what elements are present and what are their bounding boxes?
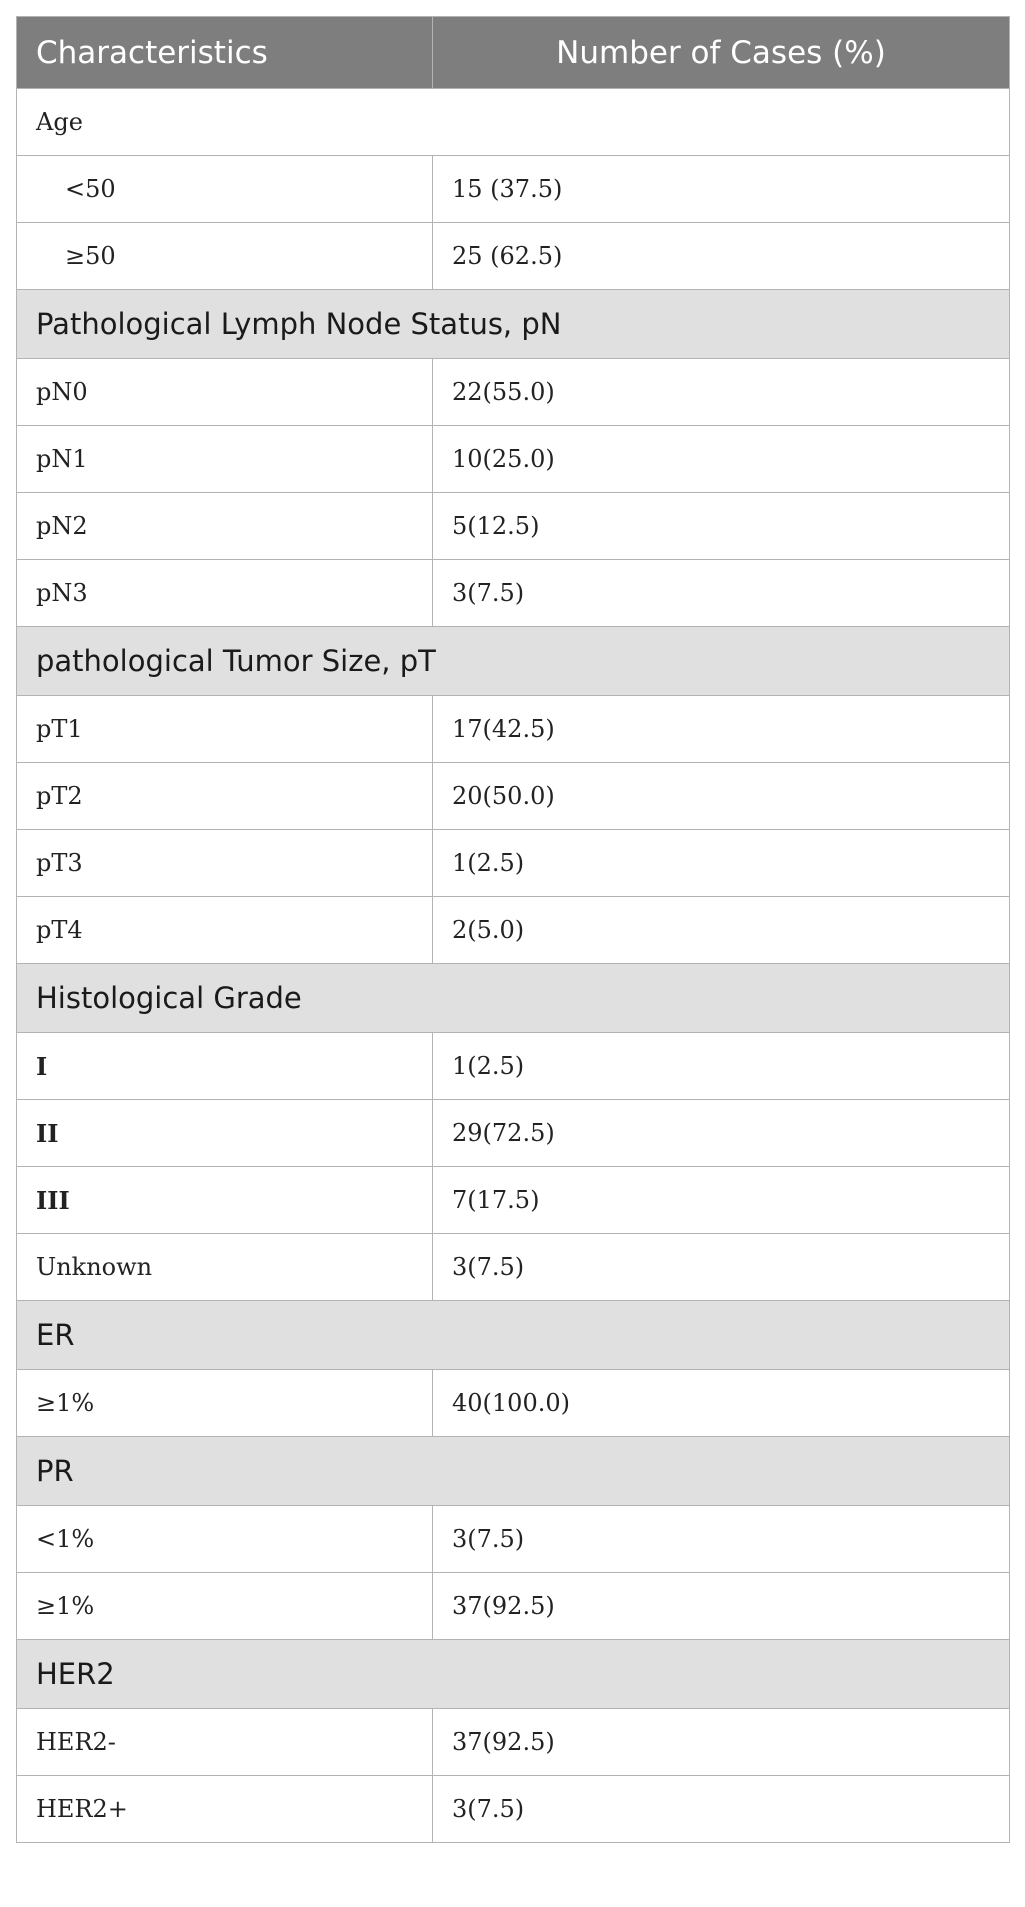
row-value: 3(7.5) bbox=[433, 1776, 1010, 1843]
table-row bbox=[17, 560, 1010, 627]
table-row bbox=[17, 223, 1010, 290]
row-value: 7(17.5) bbox=[433, 1167, 1010, 1234]
section-header-pt bbox=[17, 627, 1010, 696]
table-row bbox=[17, 1776, 1010, 1843]
section-header-pr bbox=[17, 1437, 1010, 1506]
row-label: ≥1% bbox=[17, 1370, 433, 1437]
table-header-row bbox=[17, 17, 1010, 89]
age-group-label: Age bbox=[17, 89, 1010, 156]
row-value: 3(7.5) bbox=[433, 1506, 1010, 1573]
header-number-of-cases: Number of Cases (%) bbox=[433, 17, 1010, 89]
header-characteristics: Characteristics bbox=[17, 17, 433, 89]
table-row bbox=[17, 830, 1010, 897]
row-label: pT4 bbox=[17, 897, 433, 964]
section-title: pathological Tumor Size, pT bbox=[17, 627, 1010, 696]
row-label: pN1 bbox=[17, 426, 433, 493]
table-row bbox=[17, 1506, 1010, 1573]
row-label: Unknown bbox=[17, 1234, 433, 1301]
row-value: 1(2.5) bbox=[433, 1033, 1010, 1100]
table-row bbox=[17, 359, 1010, 426]
row-label: <50 bbox=[17, 156, 433, 223]
age-group-row bbox=[17, 89, 1010, 156]
section-header-er bbox=[17, 1301, 1010, 1370]
table-row bbox=[17, 1709, 1010, 1776]
row-value: 3(7.5) bbox=[433, 1234, 1010, 1301]
row-value: 10(25.0) bbox=[433, 426, 1010, 493]
row-value: 2(5.0) bbox=[433, 897, 1010, 964]
table-row bbox=[17, 897, 1010, 964]
table-row bbox=[17, 493, 1010, 560]
section-title: PR bbox=[17, 1437, 1010, 1506]
section-title: Pathological Lymph Node Status, pN bbox=[17, 290, 1010, 359]
row-label: pT2 bbox=[17, 763, 433, 830]
row-value: 5(12.5) bbox=[433, 493, 1010, 560]
row-value: 40(100.0) bbox=[433, 1370, 1010, 1437]
row-label: <1% bbox=[17, 1506, 433, 1573]
row-label: III bbox=[17, 1167, 433, 1234]
row-label: pT3 bbox=[17, 830, 433, 897]
table-row bbox=[17, 1033, 1010, 1100]
row-value: 25 (62.5) bbox=[433, 223, 1010, 290]
row-label: II bbox=[17, 1100, 433, 1167]
section-header-her2 bbox=[17, 1640, 1010, 1709]
row-label: pN0 bbox=[17, 359, 433, 426]
row-value: 17(42.5) bbox=[433, 696, 1010, 763]
row-label: pT1 bbox=[17, 696, 433, 763]
section-title: HER2 bbox=[17, 1640, 1010, 1709]
characteristics-table bbox=[16, 16, 1010, 1843]
row-value: 22(55.0) bbox=[433, 359, 1010, 426]
row-value: 37(92.5) bbox=[433, 1709, 1010, 1776]
row-value: 3(7.5) bbox=[433, 560, 1010, 627]
row-value: 20(50.0) bbox=[433, 763, 1010, 830]
row-value: 29(72.5) bbox=[433, 1100, 1010, 1167]
row-label: HER2+ bbox=[17, 1776, 433, 1843]
table-row bbox=[17, 763, 1010, 830]
row-label: I bbox=[17, 1033, 433, 1100]
table-row bbox=[17, 156, 1010, 223]
section-title: ER bbox=[17, 1301, 1010, 1370]
table-row bbox=[17, 1167, 1010, 1234]
table-row bbox=[17, 1573, 1010, 1640]
row-label: ≥1% bbox=[17, 1573, 433, 1640]
table-row bbox=[17, 696, 1010, 763]
table-row bbox=[17, 1234, 1010, 1301]
section-title: Histological Grade bbox=[17, 964, 1010, 1033]
section-header-pn bbox=[17, 290, 1010, 359]
row-value: 1(2.5) bbox=[433, 830, 1010, 897]
row-value: 37(92.5) bbox=[433, 1573, 1010, 1640]
section-header-grade bbox=[17, 964, 1010, 1033]
table-row bbox=[17, 1370, 1010, 1437]
row-label: HER2- bbox=[17, 1709, 433, 1776]
table-row bbox=[17, 1100, 1010, 1167]
table-row bbox=[17, 426, 1010, 493]
row-label: ≥50 bbox=[17, 223, 433, 290]
row-value: 15 (37.5) bbox=[433, 156, 1010, 223]
row-label: pN2 bbox=[17, 493, 433, 560]
row-label: pN3 bbox=[17, 560, 433, 627]
